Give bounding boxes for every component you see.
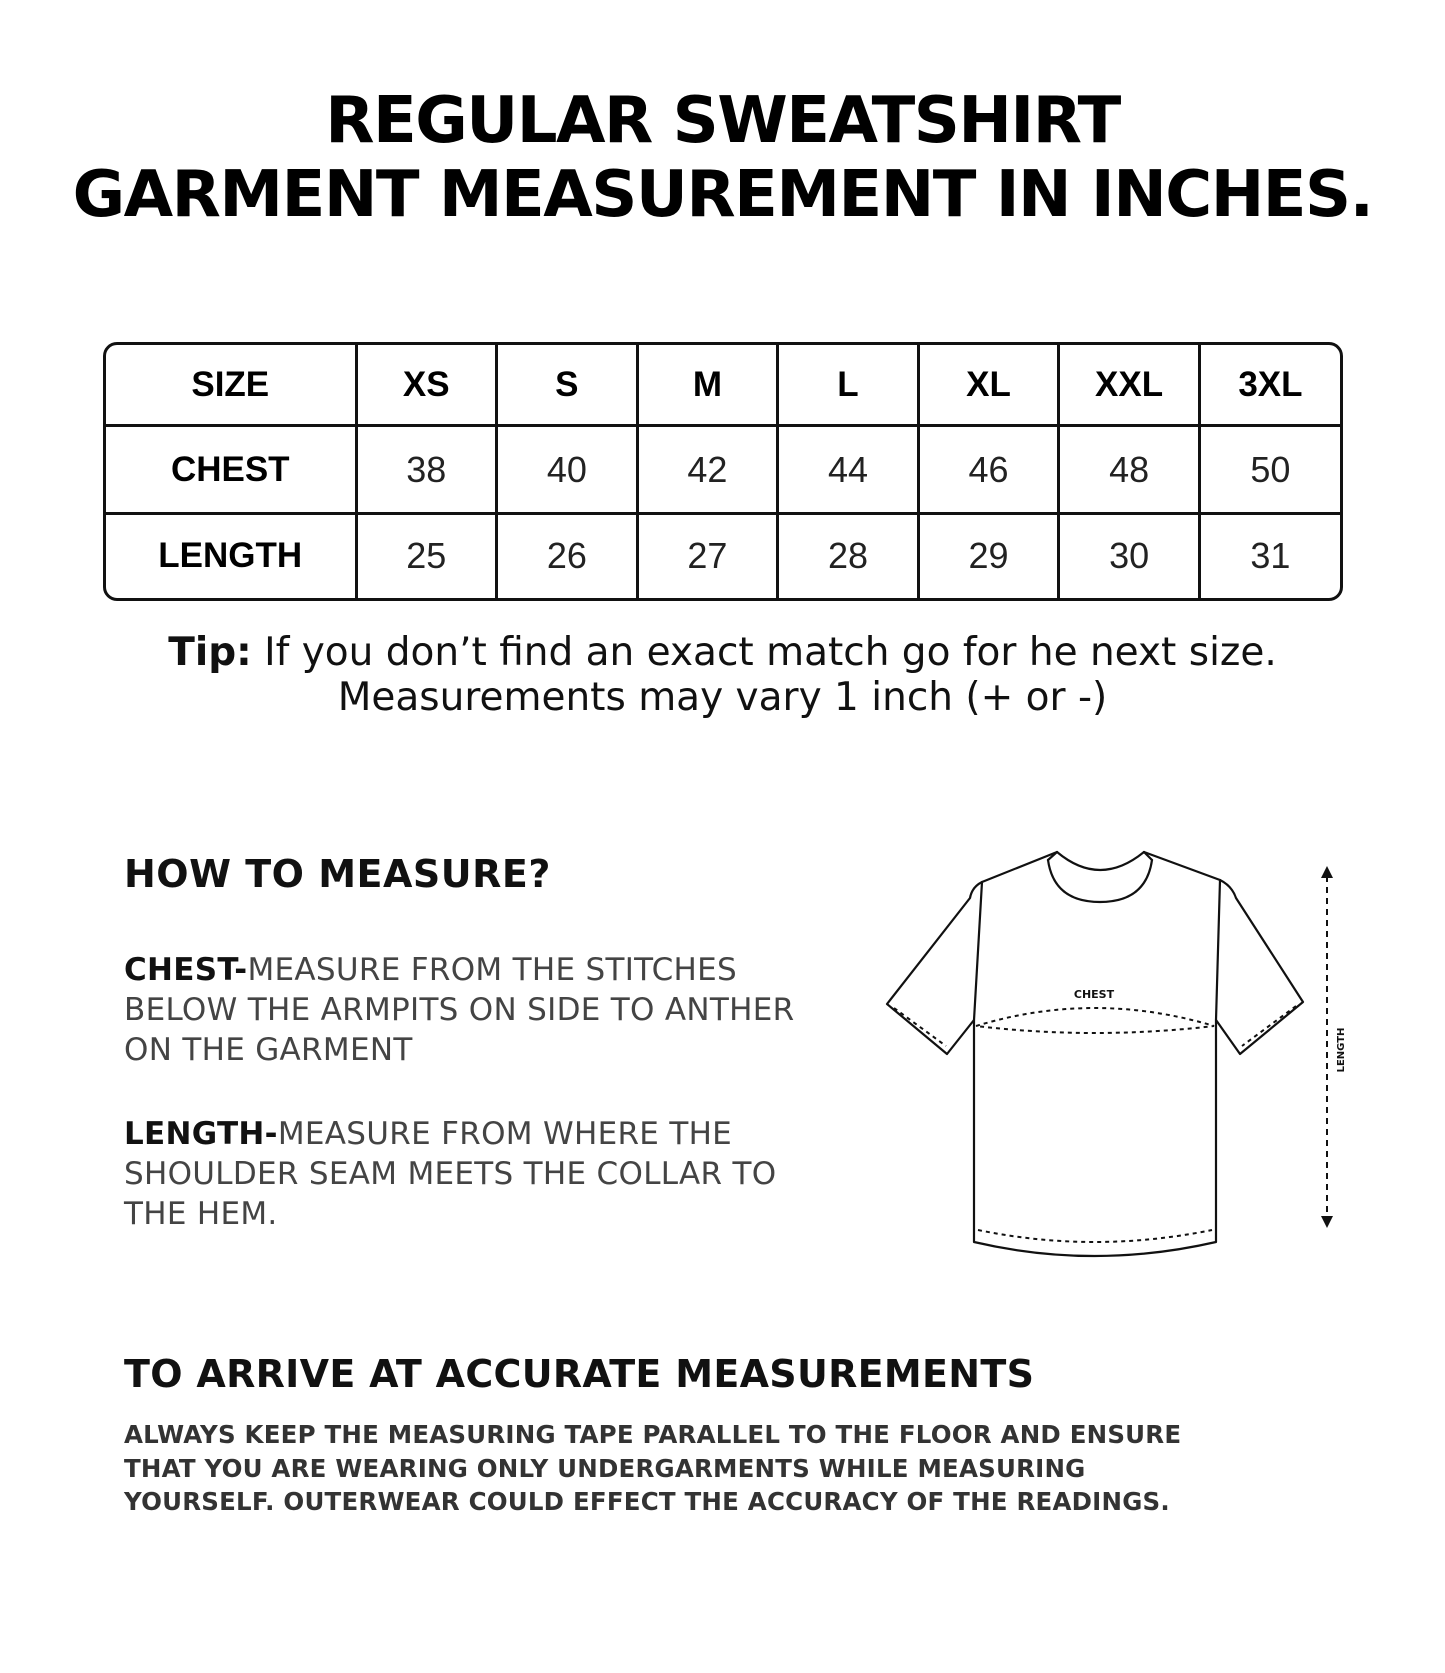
stitch-lines xyxy=(894,1006,1296,1242)
size-header-cell: SIZE xyxy=(106,345,356,426)
sweatshirt-outline xyxy=(887,852,1303,1256)
chest-value-cell: 48 xyxy=(1059,426,1200,514)
size-header-cell: M xyxy=(637,345,778,426)
length-arrow-top xyxy=(1321,866,1333,878)
length-instruction-text: MEASURE FROM WHERE THE SHOULDER SEAM MEETS THE COLLAR TO THE HEM. xyxy=(124,1116,777,1232)
length-value-cell: 28 xyxy=(778,513,919,598)
title-line-2: GARMENT MEASUREMENT IN INCHES. xyxy=(72,158,1373,232)
length-value-cell: 27 xyxy=(637,513,778,598)
length-arrow-bottom xyxy=(1321,1216,1333,1228)
length-label: LENGTH xyxy=(1336,1027,1347,1073)
accurate-measurements-text: ALWAYS KEEP THE MEASURING TAPE PARALLEL TO THE FLOOR AND ENSURE THAT YOU ARE WEARING ONLY UNDERGARMENTS WHILE MEASURING YOURSELF. OUTERWEAR COULD EFFECT THE ACCURACY OF THE READINGS. xyxy=(124,1420,1182,1516)
length-row xyxy=(106,513,1340,598)
size-header-cell: S xyxy=(497,345,638,426)
length-value-cell: 25 xyxy=(356,513,497,598)
length-arrow xyxy=(1321,866,1333,1228)
title-line-1: REGULAR SWEATSHIRT xyxy=(325,84,1120,158)
accurate-measurements-heading: TO ARRIVE AT ACCURATE MEASUREMENTS xyxy=(124,1352,1035,1396)
tip-line-1 xyxy=(0,630,1445,675)
how-to-measure-heading: HOW TO MEASURE? xyxy=(124,852,551,896)
chest-measure-line xyxy=(976,1008,1214,1033)
size-header-cell: L xyxy=(778,345,919,426)
collar-outer xyxy=(1057,852,1144,870)
chest-term: CHEST- xyxy=(124,952,248,988)
size-chart-table xyxy=(103,342,1343,601)
size-header-cell: XL xyxy=(918,345,1059,426)
size-header-cell: XS xyxy=(356,345,497,426)
length-value-cell: 29 xyxy=(918,513,1059,598)
chest-instruction-text: MEASURE FROM THE STITCHES BELOW THE ARMPITS ON SIDE TO ANTHER ON THE GARMENT xyxy=(124,952,795,1068)
row-label-length: LENGTH xyxy=(106,513,356,598)
tip-text: If you don’t find an exact match go for he next size. xyxy=(251,630,1277,675)
chest-value-cell: 50 xyxy=(1199,426,1340,514)
chest-row xyxy=(106,426,1340,514)
size-header-row xyxy=(106,345,1340,426)
length-instruction xyxy=(124,1114,804,1234)
sweatshirt-diagram xyxy=(880,840,1350,1280)
chest-label: CHEST xyxy=(1073,988,1115,1001)
length-value-cell: 26 xyxy=(497,513,638,598)
right-cuff-stitch xyxy=(1242,1006,1296,1046)
tip-line-2: Measurements may vary 1 inch (+ or -) xyxy=(337,675,1108,720)
length-value-cell: 30 xyxy=(1059,513,1200,598)
size-header-cell: 3XL xyxy=(1199,345,1340,426)
row-label-chest: CHEST xyxy=(106,426,356,514)
chest-instruction xyxy=(124,950,804,1070)
collar-inner xyxy=(1048,860,1152,902)
left-sleeve-seam xyxy=(974,882,982,1020)
chest-value-cell: 44 xyxy=(778,426,919,514)
chest-value-cell: 46 xyxy=(918,426,1059,514)
chest-value-cell: 42 xyxy=(637,426,778,514)
left-cuff-stitch xyxy=(894,1008,946,1046)
garment-body xyxy=(887,852,1303,1256)
tip-label: Tip: xyxy=(168,630,252,675)
right-sleeve-seam xyxy=(1216,880,1220,1020)
hem-stitch xyxy=(978,1230,1212,1242)
chest-value-cell: 38 xyxy=(356,426,497,514)
size-header-cell: XXL xyxy=(1059,345,1200,426)
length-value-cell: 31 xyxy=(1199,513,1340,598)
chest-value-cell: 40 xyxy=(497,426,638,514)
page-title xyxy=(0,84,1445,232)
length-term: LENGTH- xyxy=(124,1116,278,1152)
fit-tip xyxy=(0,630,1445,720)
